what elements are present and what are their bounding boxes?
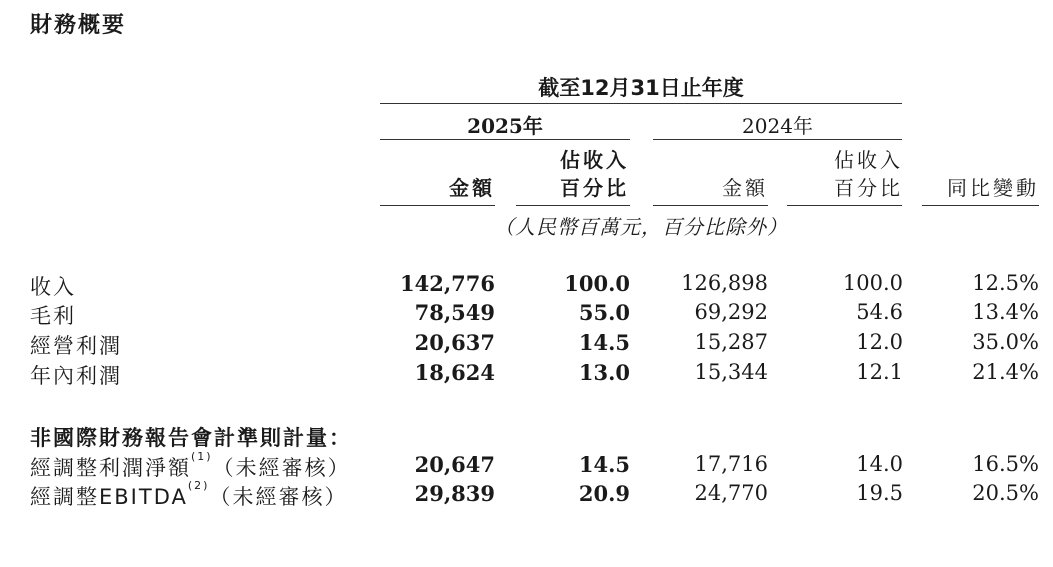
row-value-2024: 126,898 xyxy=(681,271,768,295)
row-yoy: 12.5% xyxy=(972,271,1039,295)
row-yoy: 21.4% xyxy=(972,360,1039,384)
row-pct-2025: 13.0 xyxy=(578,360,630,385)
non-ifrs-pct-2025: 14.5 xyxy=(578,452,630,477)
row-label: 年內利潤 xyxy=(30,364,122,388)
col-amount-2024: 金額 xyxy=(722,176,768,200)
label-main: 經調整利潤淨額 xyxy=(30,456,191,480)
row-pct-2025: 100.0 xyxy=(564,271,630,296)
non-ifrs-heading: 非國際財務報告會計準則計量： xyxy=(30,426,352,450)
row-value-2025: 18,624 xyxy=(414,360,495,385)
row-pct-2024: 12.1 xyxy=(856,360,903,384)
row-value-2024: 15,344 xyxy=(694,360,768,384)
non-ifrs-yoy: 16.5% xyxy=(972,452,1039,476)
row-label: 收入 xyxy=(30,275,76,299)
col-pct-2025-underline xyxy=(516,205,630,206)
col-pct-2024-underline xyxy=(787,205,902,206)
period-header: 截至12月31日止年度 xyxy=(538,76,744,100)
non-ifrs-row-label xyxy=(30,452,351,482)
non-ifrs-pct-2025: 20.9 xyxy=(578,481,630,506)
row-value-2024: 15,287 xyxy=(694,330,768,354)
col-yoy: 同比變動 xyxy=(947,176,1039,200)
col-pct-2025-line1: 佔收入 xyxy=(560,148,629,172)
col-amount-2025: 金額 xyxy=(449,176,495,200)
col-amount-2025-underline xyxy=(380,205,495,206)
label-main: 經調整EBITDA xyxy=(30,485,188,509)
period-underline xyxy=(380,103,902,104)
row-value-2025: 142,776 xyxy=(400,271,495,296)
col-yoy-underline xyxy=(922,205,1039,206)
row-yoy: 35.0% xyxy=(972,330,1039,354)
non-ifrs-value-2024: 17,716 xyxy=(694,452,768,476)
non-ifrs-row-label xyxy=(30,481,347,511)
col-pct-2024-line2: 百分比 xyxy=(834,176,903,200)
year-2025-underline xyxy=(380,139,630,140)
page-title: 財務概要 xyxy=(30,13,127,38)
row-value-2025: 20,637 xyxy=(414,330,495,355)
unit-note: （人民幣百萬元，百分比除外） xyxy=(494,215,788,239)
row-pct-2025: 55.0 xyxy=(578,300,630,325)
non-ifrs-pct-2024: 14.0 xyxy=(856,452,903,476)
row-pct-2024: 12.0 xyxy=(856,330,903,354)
year-2024-underline xyxy=(653,139,902,140)
row-label: 經營利潤 xyxy=(30,334,122,358)
year-2024-header: 2024年 xyxy=(742,114,813,138)
row-yoy: 13.4% xyxy=(972,300,1039,324)
footnote-marker: (2) xyxy=(187,479,210,492)
non-ifrs-value-2025: 20,647 xyxy=(414,452,495,477)
col-pct-2024-line1: 佔收入 xyxy=(834,148,903,172)
row-value-2024: 69,292 xyxy=(694,300,768,324)
footnote-marker: (1) xyxy=(191,450,213,463)
non-ifrs-pct-2024: 19.5 xyxy=(856,481,903,505)
col-pct-2025-line2: 百分比 xyxy=(560,176,629,200)
year-2025-header: 2025年 xyxy=(467,114,543,138)
non-ifrs-yoy: 20.5% xyxy=(972,481,1039,505)
row-pct-2024: 100.0 xyxy=(842,271,903,295)
row-label: 毛利 xyxy=(30,304,76,328)
label-suffix: （未經審核） xyxy=(209,485,348,509)
non-ifrs-value-2025: 29,839 xyxy=(414,481,495,506)
col-amount-2024-underline xyxy=(653,205,768,206)
non-ifrs-value-2024: 24,770 xyxy=(694,481,768,505)
row-pct-2025: 14.5 xyxy=(578,330,630,355)
row-pct-2024: 54.6 xyxy=(856,300,903,324)
label-suffix: （未經審核） xyxy=(212,456,351,480)
row-value-2025: 78,549 xyxy=(414,300,495,325)
